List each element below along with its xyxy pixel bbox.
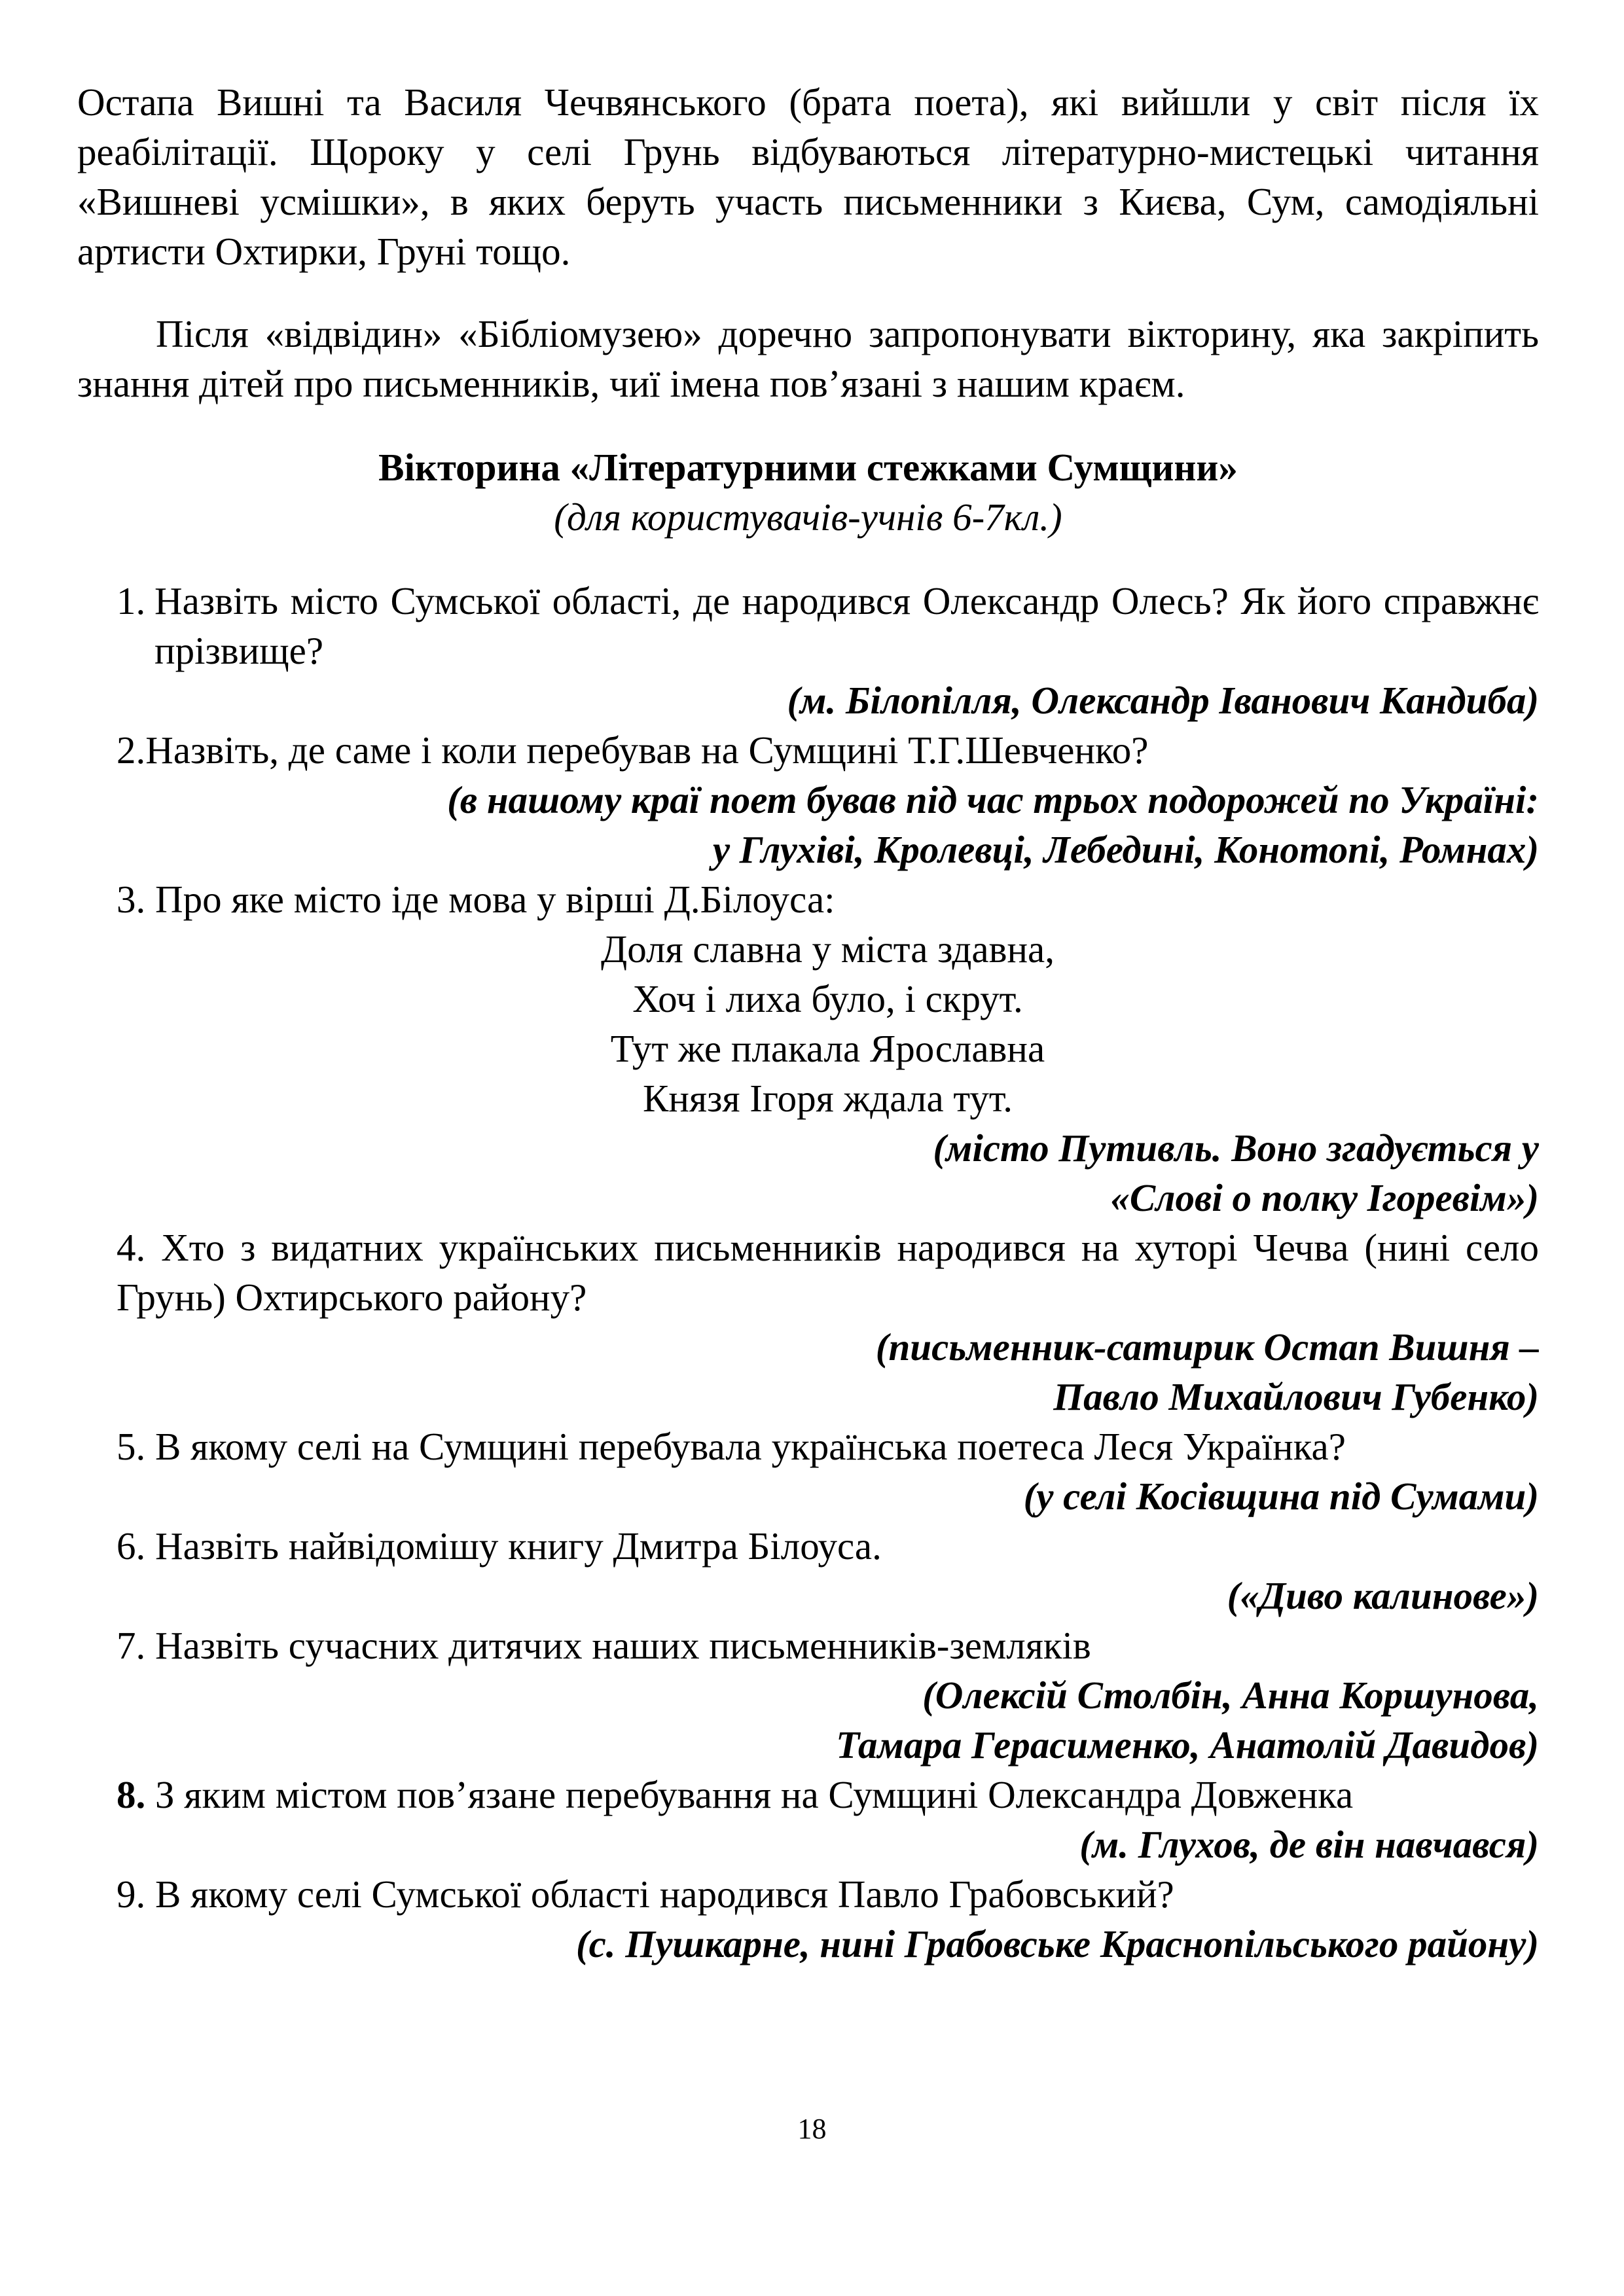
question-number: 1. xyxy=(117,579,146,622)
question-2: 2.Назвіть, де саме і коли перебував на Сумщині Т.Г.Шевченко? xyxy=(117,728,1149,772)
question-4: 4. Хто з видатних українських письменників народився на хуторі Чечва (нині село Грунь) Охтирського району? xyxy=(117,1226,1539,1319)
page-number: 18 xyxy=(797,2113,827,2145)
answer-6: («Диво калинове») xyxy=(1227,1574,1539,1617)
answer-5: (у селі Косівщина під Сумами) xyxy=(1023,1475,1539,1518)
poem-line: Доля славна у міста здавна, xyxy=(601,927,1055,971)
question-number: 8. xyxy=(117,1773,146,1816)
answer-1: (м. Білопілля, Олександр Іванович Кандиба) xyxy=(787,679,1539,722)
poem-line: Хоч і лиха було, і скрут. xyxy=(632,977,1023,1020)
answer-4-line-1: (письменник-сатирик Остап Вишня – xyxy=(875,1325,1539,1369)
answer-2-line-1: (в нашому краї поет бував під час трьох подорожей по Україні: xyxy=(447,778,1539,821)
question-8 xyxy=(117,1770,1539,1820)
answer-7-line-1: (Олексій Столбін, Анна Коршунова, xyxy=(922,1674,1539,1717)
question-3: 3. Про яке місто іде мова у вірші Д.Білоуса: xyxy=(117,878,835,921)
answer-7-line-2: Тамара Герасименко, Анатолій Давидов) xyxy=(836,1723,1539,1767)
poem-line: Князя Ігоря ждала тут. xyxy=(643,1077,1013,1120)
question-1 xyxy=(117,576,1539,675)
question-6: 6. Назвіть найвідомішу книгу Дмитра Білоуса. xyxy=(117,1524,882,1568)
question-9: 9. В якому селі Сумської області народився Павло Грабовський? xyxy=(117,1873,1174,1916)
intro-paragraph-2: Після «відвідин» «Бібліомузею» доречно запропонувати вікторину, яка закріпить знання дітей про письменників, чиї імена пов’язані з нашим краєм. xyxy=(77,312,1539,405)
intro-paragraph-1: Остапа Вишні та Василя Чечвянського (брата поета), які вийшли у світ після їх реабілітації. Щороку у селі Грунь відбуваються літературно-мистецькі читання «Вишневі усмішки», в яких беруть участь письменники з Києва, Сум, самодіяльні артисти Охтирки, Груні тощо. xyxy=(77,81,1539,273)
question-7: 7. Назвіть сучасних дитячих наших письменників-земляків xyxy=(117,1624,1091,1667)
question-text: З яким містом пов’язане перебування на Сумщині Олександра Довженка xyxy=(145,1773,1354,1816)
quiz-title: Вікторина «Літературними стежками Сумщини» xyxy=(378,446,1238,489)
answer-2-line-2: у Глухіві, Кролевці, Лебедині, Конотопі, Ромнах) xyxy=(712,828,1539,871)
question-5: 5. В якому селі на Сумщині перебувала українська поетеса Леся Українка? xyxy=(117,1425,1346,1468)
quiz-subtitle: (для користувачів-учнів 6-7кл.) xyxy=(554,495,1062,539)
poem-line: Тут же плакала Ярославна xyxy=(610,1027,1045,1070)
answer-3-line-2: «Слові о полку Ігоревім») xyxy=(1110,1176,1539,1219)
question-text: Назвіть місто Сумської області, де народився Олександр Олесь? Як його справжнє прізвище? xyxy=(154,579,1539,672)
answer-8: (м. Глухов, де він навчався) xyxy=(1079,1823,1539,1866)
answer-9: (с. Пушкарне, нині Грабовське Краснопільського району) xyxy=(575,1922,1539,1965)
answer-4-line-2: Павло Михайлович Губенко) xyxy=(1053,1375,1539,1418)
quiz-list xyxy=(77,576,1539,1969)
answer-3-line-1: (місто Путивль. Воно згадується у xyxy=(933,1126,1539,1170)
